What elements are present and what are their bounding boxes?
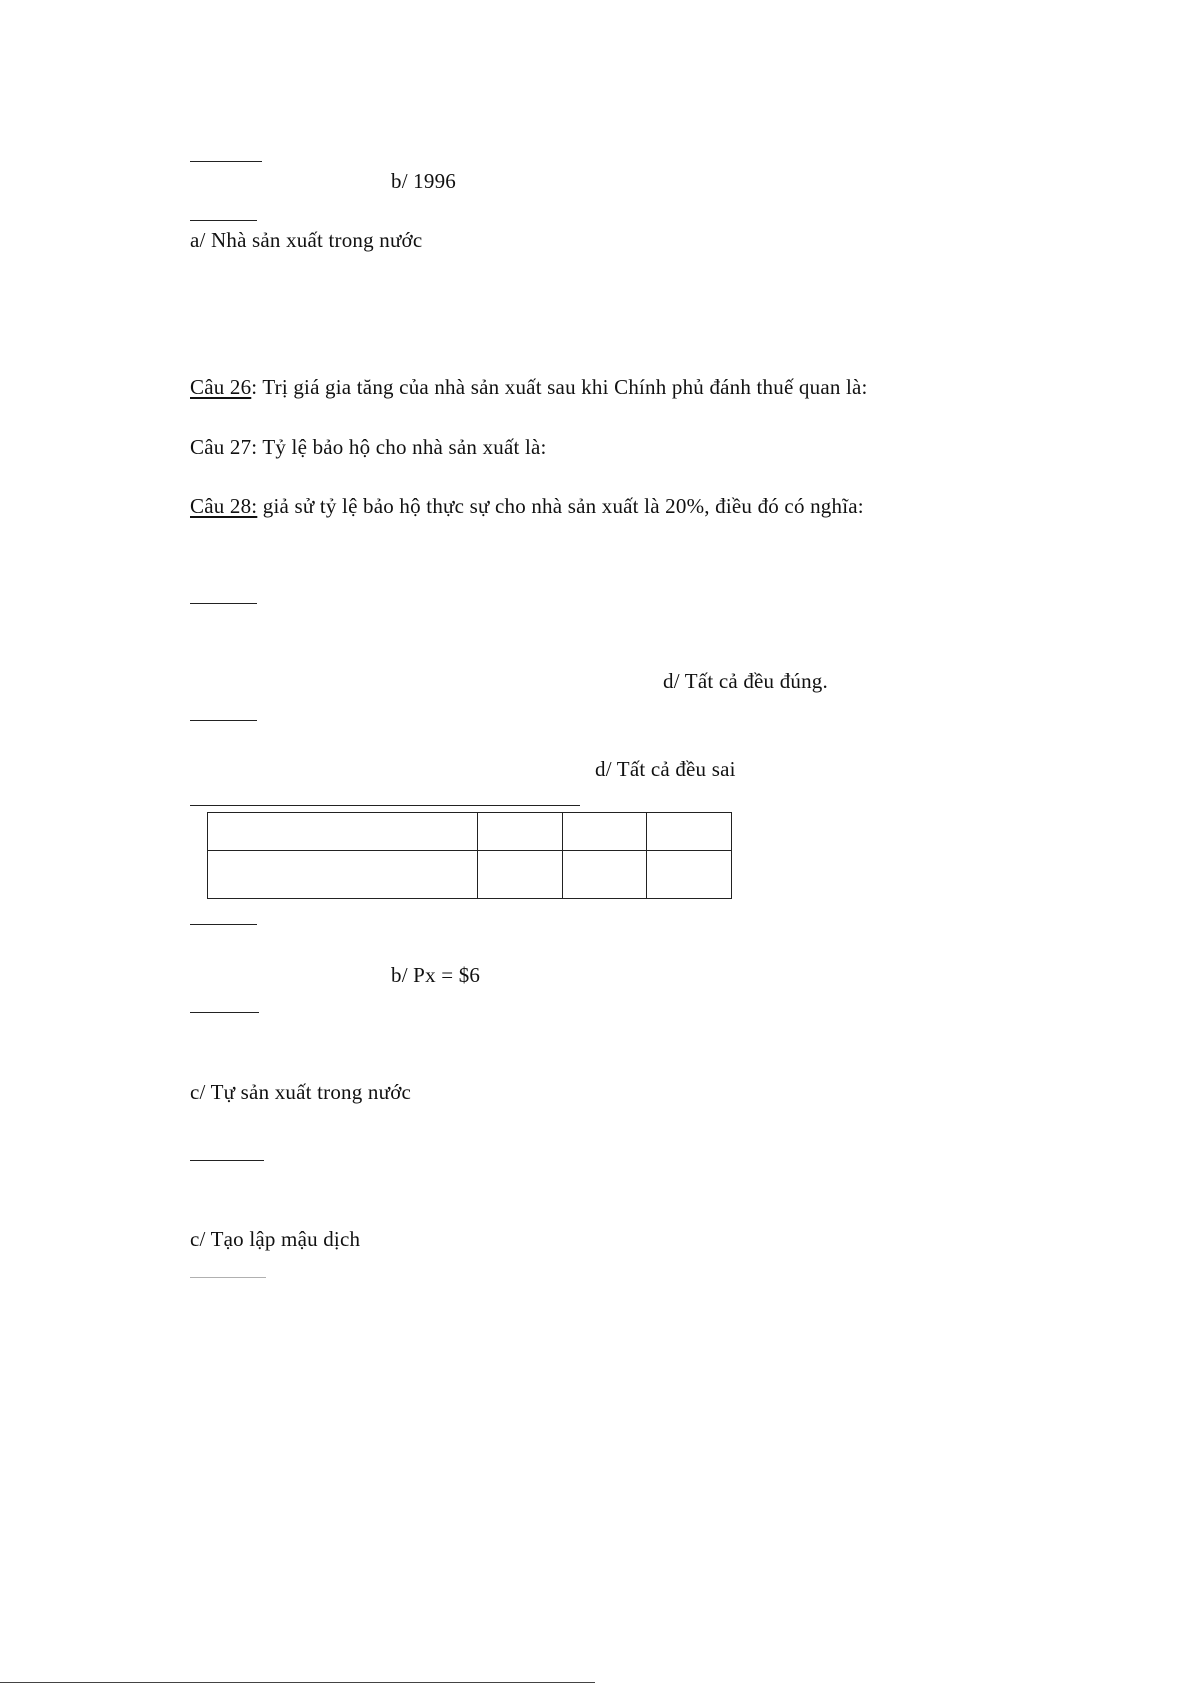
question-28-text: giả sử tỷ lệ bảo hộ thực sự cho nhà sản xuất là 20%, điều đó có nghĩa:	[257, 494, 864, 518]
separator-rule	[190, 603, 257, 604]
answer-d-all-correct: d/ Tất cả đều đúng.	[663, 669, 828, 693]
separator-rule-long	[190, 805, 580, 806]
question-28	[190, 493, 864, 519]
separator-rule	[190, 1012, 259, 1013]
table-cell	[478, 851, 563, 899]
question-26-label: Câu 26	[190, 375, 252, 399]
answer-b-1996: b/ 1996	[391, 169, 456, 193]
separator-rule	[190, 720, 257, 721]
table-cell	[208, 851, 478, 899]
table-cell	[647, 851, 732, 899]
separator-rule	[190, 924, 257, 925]
table-cell	[563, 813, 647, 851]
answer-c-trade-creation: c/ Tạo lập mậu dịch	[190, 1227, 361, 1251]
answer-c-self-produce: c/ Tự sản xuất trong nước	[190, 1080, 412, 1104]
question-27: Câu 27: Tỷ lệ bảo hộ cho nhà sản xuất là:	[190, 435, 547, 459]
question-26-text: : Trị giá gia tăng của nhà sản xuất sau khi Chính phủ đánh thuế quan là:	[251, 375, 868, 399]
table-row	[208, 813, 732, 851]
separator-rule	[190, 1160, 264, 1161]
question-28-label: Câu 28:	[190, 494, 258, 518]
table-cell	[478, 813, 563, 851]
question-26	[190, 374, 868, 400]
empty-table	[207, 812, 732, 899]
table-cell	[647, 813, 732, 851]
answer-a-domestic-producer: a/ Nhà sản xuất trong nước	[190, 228, 423, 252]
separator-rule	[190, 1277, 266, 1278]
footer-rule	[0, 1682, 595, 1683]
table-cell	[208, 813, 478, 851]
answer-d-all-wrong: d/ Tất cả đều sai	[595, 757, 736, 781]
separator-rule	[190, 220, 257, 221]
separator-rule	[190, 161, 262, 162]
table-cell	[563, 851, 647, 899]
table-row	[208, 851, 732, 899]
answer-b-px-6: b/ Px = $6	[391, 963, 481, 987]
